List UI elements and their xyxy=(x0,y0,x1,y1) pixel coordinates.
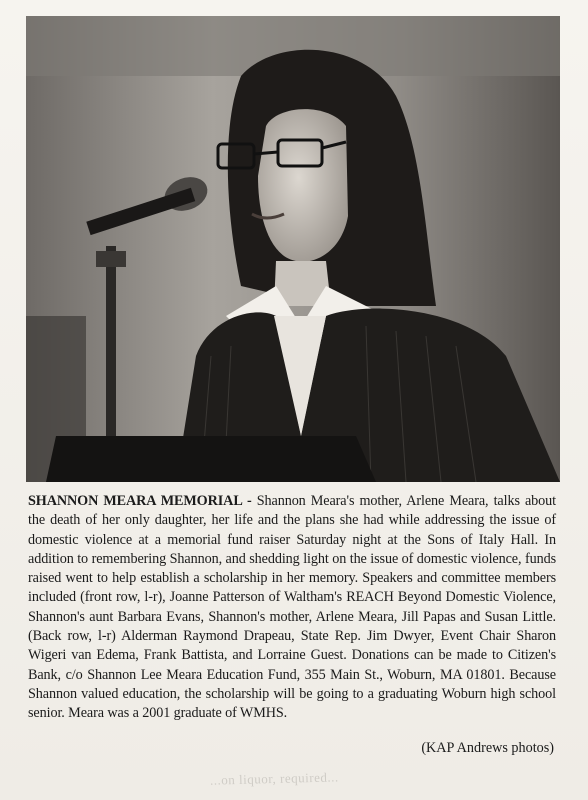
news-photo xyxy=(26,16,560,482)
caption-headline: SHANNON MEARA MEMORIAL - xyxy=(28,493,252,509)
caption-body: Shannon Meara's mother, Arlene Meara, talks about the death of her only daughter, her life and the plans she had while addressing the issue of domestic violence at a memorial fund raiser Saturday night at the Sons of Italy Hall. In addition to remembering Shannon, and shedding light on the issue of domestic violence, funds raised went to help establish a scholarship in her memory. Speakers and committee members included (front row, l-r), Joanne Patterson of Waltham's REACH Beyond Domestic Violence, Shannon's aunt Barbara Evans, Shannon's mother, Arlene Meara, Jill Papas and Susan Little. (Back row, l-r) Alderman Raymond Drapeau, State Rep. Jim Dwyer, Event Chair Sharon Wigeri van Edema, Frank Battista, and Lorraine Guest. Donations can be made to Citizen's Bank, c/o Shannon Lee Meara Education Fund, 355 Main St., Woburn, MA 01801. Because Shannon valued education, the scholarship will be going to a graduating Woburn high school senior. Meara was a 2001 graduate of WMHS. xyxy=(28,493,556,722)
photo-caption xyxy=(28,492,556,724)
photo-credit: (KAP Andrews photos) xyxy=(421,740,554,756)
bleed-through-text: ...on liquor, required... xyxy=(209,769,339,788)
